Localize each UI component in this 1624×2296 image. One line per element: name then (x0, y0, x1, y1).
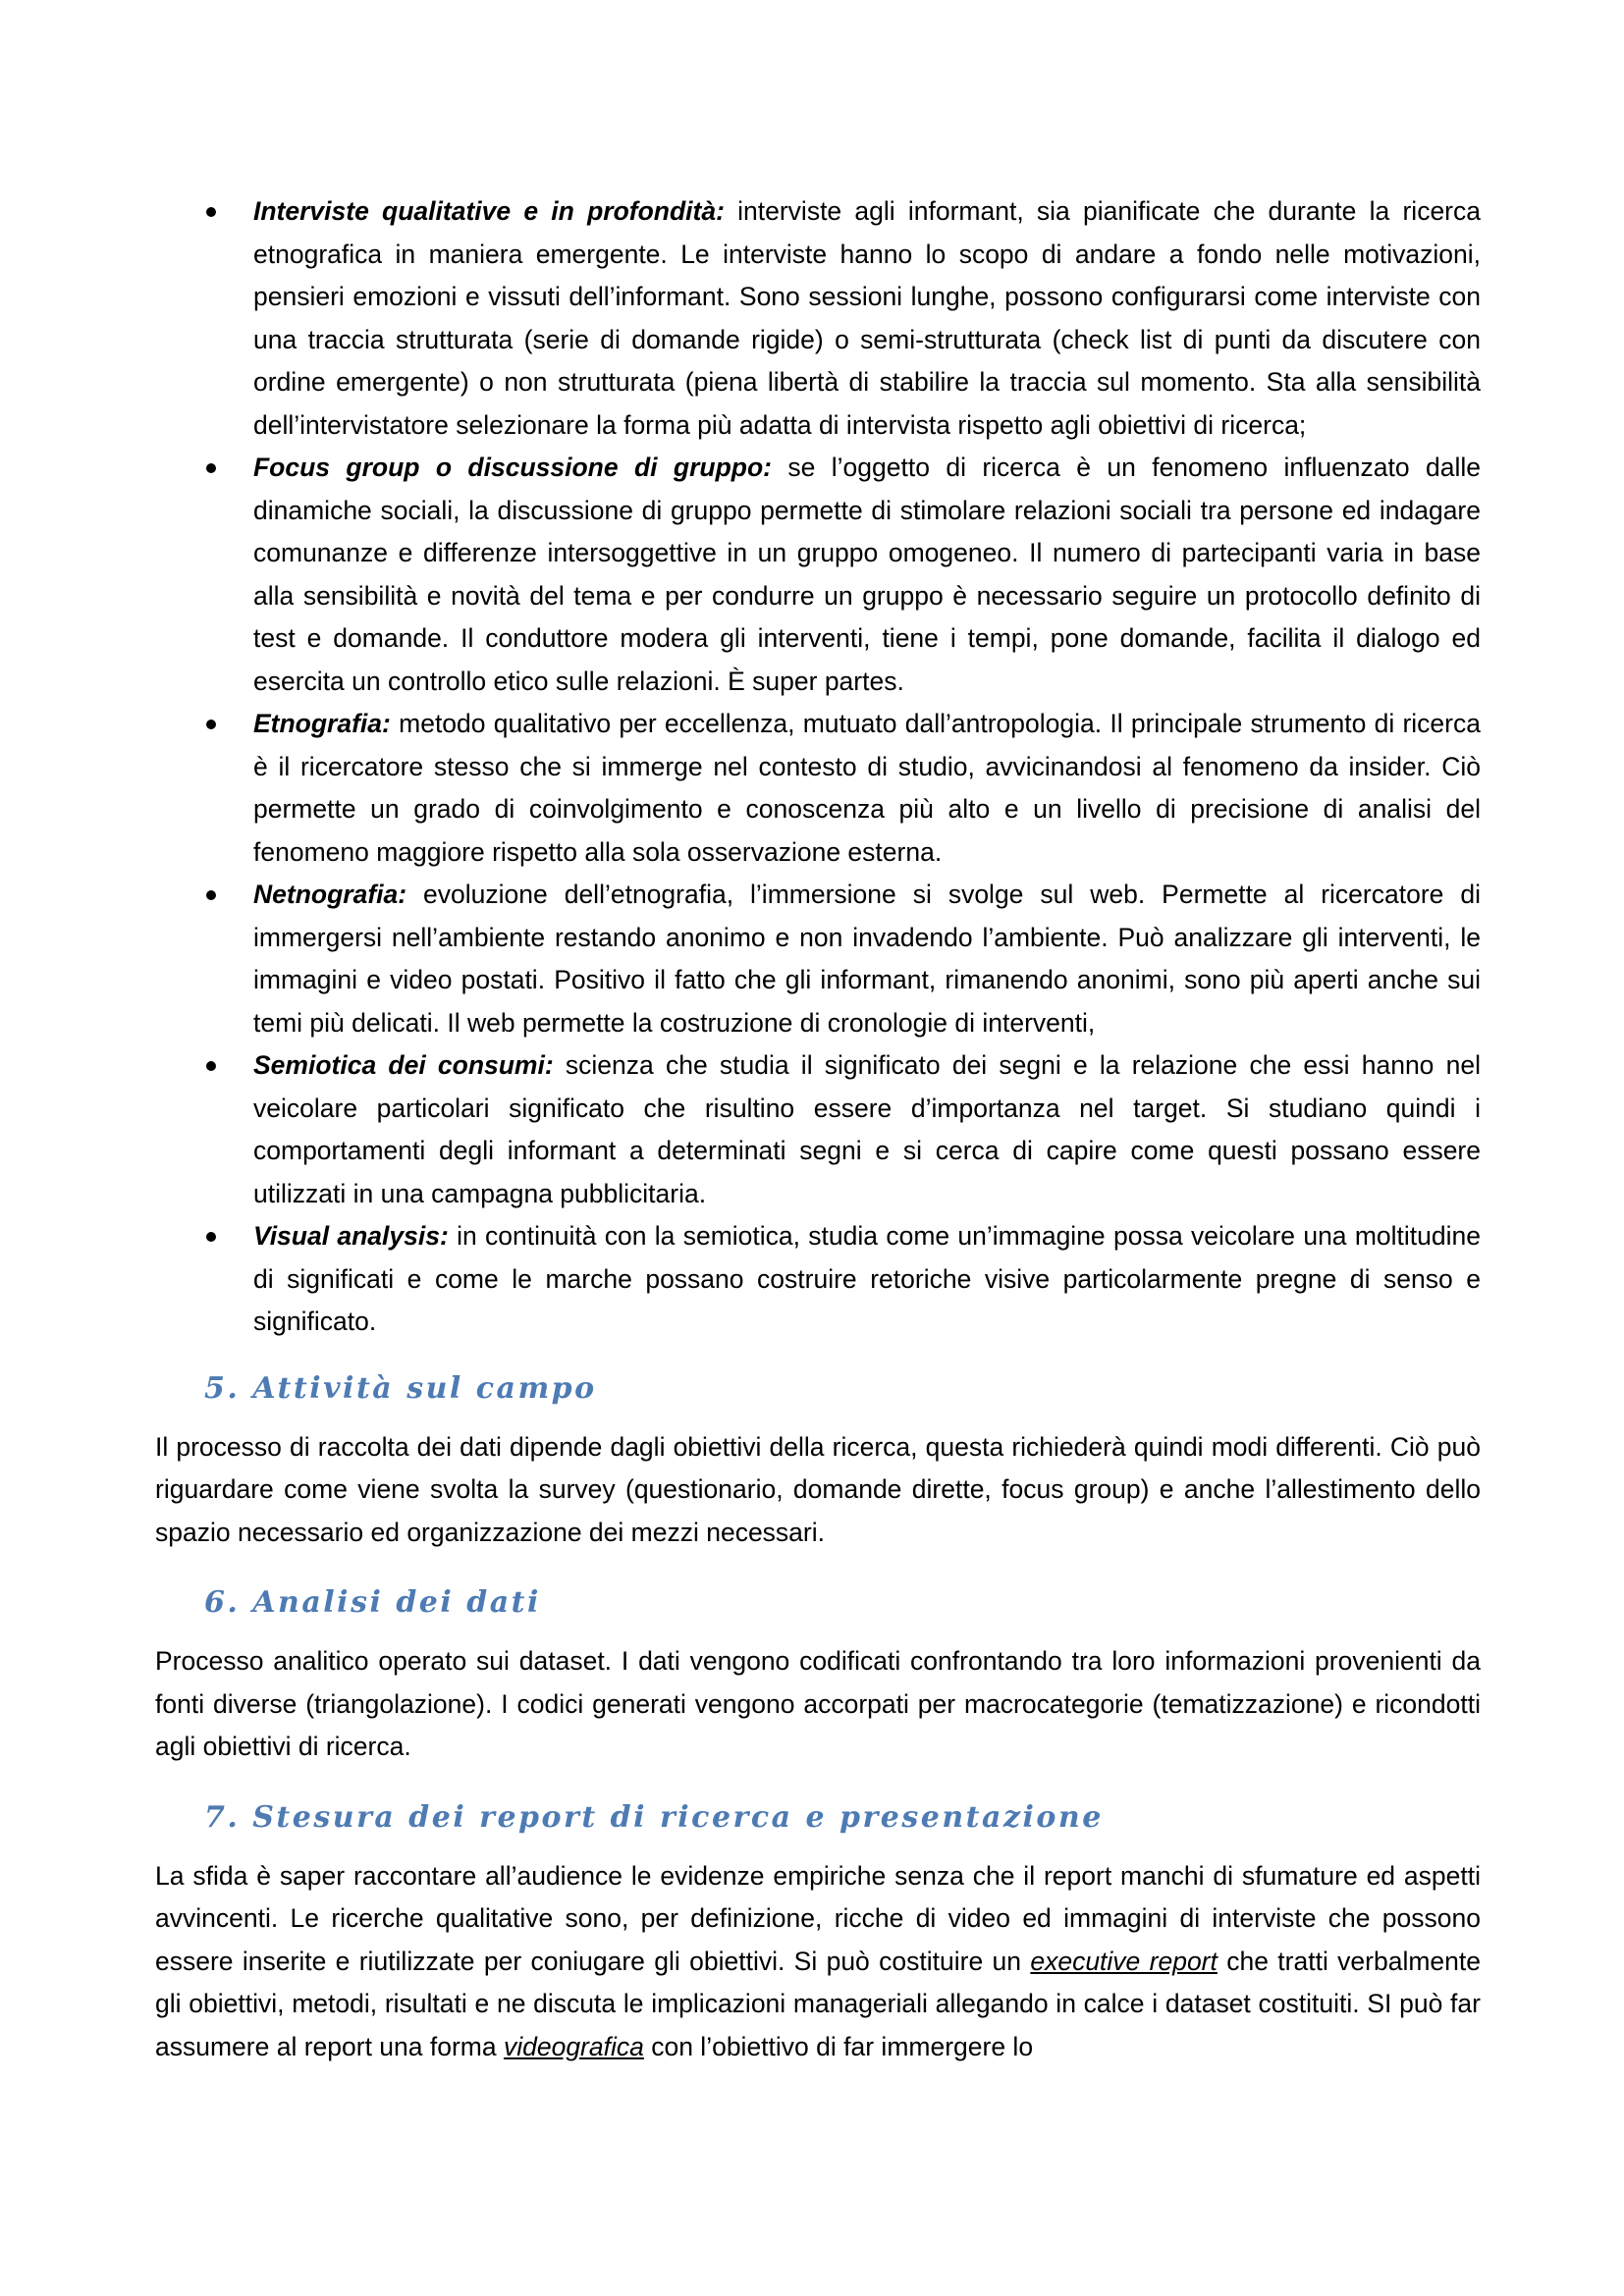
section-6-body: Processo analitico operato sui dataset. I dati vengono codificati confrontando tra loro informazioni provenienti da fonti diverse (triangolazione). I codici generati vengono accorpati per macrocategorie (tematizzazione) e ricondotti agli obiettivi di ricerca. (155, 1646, 1481, 1761)
section-5-heading: 5. Attività sul campo (204, 1370, 597, 1406)
bullet-icon (206, 1232, 216, 1242)
bullet-icon (206, 207, 216, 217)
method-item-etnografia (155, 703, 1481, 874)
bullet-icon (206, 463, 216, 473)
videografica-term: videografica (503, 2031, 644, 2061)
section-7-text-part2: che tratti verbalmente gli obiettivi, metodi, risultati e ne discuta le implicazioni manageriali allegando in calce i dataset costituiti. SI può far assumere al report una forma (155, 1946, 1481, 2061)
section-6-heading: 6. Analisi dei dati (204, 1585, 541, 1620)
method-item-focus-group (155, 447, 1481, 703)
bullet-icon (206, 720, 216, 729)
method-term: Etnografia: (253, 709, 391, 738)
method-text: metodo qualitativo per eccellenza, mutuato dall’antropologia. Il principale strumento di ricerca è il ricercatore stesso che si immerge nel contesto di studio, avvicinandosi al fenomeno da insider. Ciò permette un grado di coinvolgimento e conoscenza più alto e un livello di precisione di analisi del fenomeno maggiore rispetto alla sola osservazione esterna. (253, 709, 1481, 867)
methods-list (155, 190, 1481, 1344)
method-text: scienza che studia il significato dei segni e la relazione che essi hanno nel veicolare particolari significato che risultino essere d’importanza nel target. Si studiano quindi i comportamenti degli informant a determinati segni e si cerca di capire come questi possano essere utilizzati in una campagna pubblicitaria. (253, 1050, 1481, 1208)
method-term: Focus group o discussione di gruppo: (253, 453, 772, 482)
section-7-heading: 7. Stesura dei report di ricerca e presentazione (204, 1799, 1104, 1835)
method-text: evoluzione dell’etnografia, l’immersione si svolge sul web. Permette al ricercatore di immergersi nell’ambiente restando anonimo e non invadendo l’ambiente. Può analizzare gli interventi, le immagini e video postati. Positivo il fatto che gli informant, rimanendo anonimi, sono più aperti anche sui temi più delicati. Il web permette la costruzione di cronologie di interventi, (253, 880, 1481, 1038)
method-text: se l’oggetto di ricerca è un fenomeno influenzato dalle dinamiche sociali, la discussione di gruppo permette di stimolare relazioni sociali tra persone ed indagare comunanze e differenze intersoggettive in un gruppo omogeneo. Il numero di partecipanti varia in base alla sensibilità e novità del tema e per condurre un gruppo è necessario seguire un protocollo definito di test e domande. Il conduttore modera gli interventi, tiene i tempi, pone domande, facilita il dialogo ed esercita un controllo etico sulle relazioni. È super partes. (253, 453, 1482, 696)
method-item-visual-analysis (155, 1215, 1481, 1344)
method-text: in continuità con la semiotica, studia come un’immagine possa veicolare una moltitudine di significati e come le marche possano costruire retoriche visive particolarmente pregne di senso e significato. (253, 1221, 1481, 1336)
section-7-text-part1: La sfida è saper raccontare all’audience le evidenze empiriche senza che il report manchi di sfumature ed aspetti avvincenti. Le ricerche qualitative sono, per definizione, ricche di video ed immagini di interviste che possono essere inserite e riutilizzate per coniugare gli obiettivi. Si può costituire un (155, 1860, 1481, 1976)
bullet-icon (206, 890, 216, 900)
method-term: Interviste qualitative e in profondità: (253, 196, 725, 226)
method-text: interviste agli informant, sia pianificate che durante la ricerca etnografica in maniera emergente. Le interviste hanno lo scopo di andare a fondo nelle motivazioni, pensieri emozioni e vissuti dell’informant. Sono sessioni lunghe, possono configurarsi come interviste con una traccia strutturata (serie di domande rigide) o semi-strutturata (check list di punti da discutere con ordine emergente) o non strutturata (piena libertà di stabilire la traccia sul momento. Sta alla sensibilità dell’intervistatore selezionare la forma più adatta di intervista rispetto agli obiettivi di ricerca; (253, 196, 1481, 440)
method-term: Visual analysis: (253, 1221, 449, 1251)
method-item-semiotica (155, 1044, 1481, 1215)
executive-report-term: executive report (1030, 1946, 1218, 1976)
document-content (155, 190, 1481, 2068)
method-term: Semiotica dei consumi: (253, 1050, 554, 1080)
method-term: Netnografia: (253, 880, 407, 909)
bullet-icon (206, 1061, 216, 1071)
section-5-body: Il processo di raccolta dei dati dipende dagli obiettivi della ricerca, questa richiederà quindi modi differenti. Ciò può riguardare come viene svolta la survey (questionario, domande dirette, focus group) e anche l’allestimento dello spazio necessario ed organizzazione dei mezzi necessari. (155, 1431, 1481, 1547)
method-item-netnografia (155, 874, 1481, 1044)
section-7-text-part3: con l’obiettivo di far immergere lo (643, 2031, 1034, 2061)
method-item-interviste (155, 190, 1481, 447)
section-7-body (155, 1855, 1481, 2069)
